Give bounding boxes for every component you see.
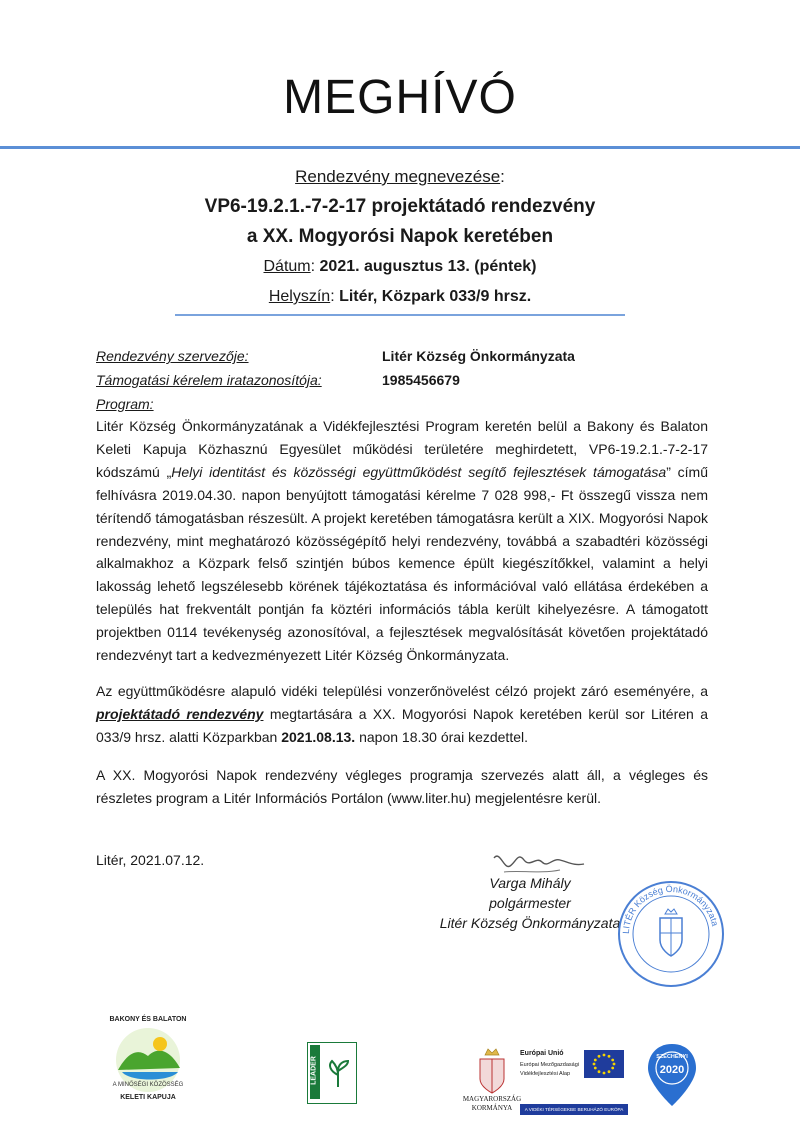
p1-text-a: Litér Község Önkormányzatának a Vidékfejlesztési Program keretén belül a Bakony és Balaton Keleti Kapuja Közhasznú Egyesület működési területére meghirdetett, VP6-19.2.1.-7-2-17 kódszámú „ (96, 418, 708, 480)
event-name-label-line: Rendezvény megnevezése: (295, 167, 505, 186)
eu-bar: A VIDÉKI TÉRSÉGEKBE BERUHÁZÓ EURÓPA (520, 1104, 628, 1115)
call-title-italic: Helyi identitást és közösségi együttműködést segítő fejlesztések támogatása (171, 463, 667, 480)
gov-line1: MAGYARORSZÁG (462, 1095, 522, 1103)
p1-text-b: ” című felhívásra 2019.04.30. napon benyújtott támogatási kérelme 7 028 998,- Ft összegű vissza nem térítendő támogatásban részesült. A projekt keretében támogatásra került a XIX. Mogyorósi Napok rendezvény, mint meghatározó közösségépítő helyi rendezvény, továbbá a szabadtéri közösségi alkalmakhoz a Közpark felső szintjén búbos kemence épült kiegészítőkkel, valamint a helyi lakosság lehető legszélesebb körének tájékoztatása és információval való ellátása érdekében a település hat frekventált pontján fa köztéri információs tábla került kihelyezésre. A támogatott projektben 0114 tevékenység azonosítóval, a fejlesztések megvalósítását követően projektátadó rendezvényt tart a kedvezményezett Litér Község Önkormányzata. (96, 463, 709, 664)
organizer-value: Litér Község Önkormányzata (382, 348, 575, 364)
p2-text-a: Az együttműködésre alapuló vidéki települési vonzerőnövelést célzó projekt záró eseményére, a (96, 683, 708, 699)
eu-line1: Európai Mezőgazdasági (520, 1062, 580, 1068)
date-line: Dátum: 2021. augusztus 13. (péntek) (263, 258, 537, 275)
place-line: Helyszín: Litér, Közpark 033/9 hrsz. (268, 288, 532, 305)
place-value: Litér, Közpark 033/9 hrsz. (339, 288, 532, 305)
title-divider (0, 146, 800, 149)
doc-id-label: Támogatási kérelem iratazonosítója: (96, 372, 322, 388)
bakony-balaton-logo (100, 1012, 196, 1108)
szechenyi-2020-logo (644, 1040, 700, 1112)
document-title: MEGHÍVÓ (283, 71, 517, 124)
p2-text-c: napon 18.30 órai kezdettel. (355, 728, 528, 745)
program-paragraph (96, 415, 708, 667)
szechenyi-year: 2020 (659, 1064, 685, 1076)
stamp-text: LITÉR Község Önkormányzata (620, 883, 721, 935)
event-title-line1: VP6-19.2.1.-7-2-17 projektátadó rendezvény (204, 196, 596, 217)
date-value: 2021. augusztus 13. (péntek) (319, 258, 537, 275)
organizer-label: Rendezvény szervezője: (96, 348, 249, 364)
doc-id-value: 1985456679 (382, 372, 460, 388)
signer-name: Varga Mihály (489, 875, 571, 891)
program-info-paragraph: A XX. Mogyorósi Napok rendezvény végleges programja szervezés alatt áll, a végleges és részletes program a Litér Információs Portálon (www.liter.hu) megjelentésre kerül. (96, 767, 708, 806)
eu-fund-logo (518, 1048, 628, 1120)
p2-text-b: megtartására a XX. Mogyorósi Napok keretében kerül sor Litéren a 033/9 hrsz. alatti Közparkban (96, 705, 708, 745)
program-label: Program: (96, 396, 154, 412)
handover-event-emphasis: projektátadó rendezvény (96, 705, 264, 722)
event-title-line2: a XX. Mogyorósi Napok keretében (246, 226, 554, 247)
eu-title: Európai Unió (520, 1050, 564, 1057)
header-divider (175, 314, 625, 316)
bakony-bottom-text: KELETI KAPUJA (120, 1094, 176, 1101)
date-label: Dátum (263, 258, 311, 275)
bakony-top-text: BAKONY ÉS BALATON (109, 1016, 187, 1023)
event-date-bold: 2021.08.13. (281, 728, 356, 745)
hungarian-government-logo (462, 1045, 522, 1123)
signer-org: Litér Község Önkormányzata (439, 915, 621, 931)
place-date: Litér, 2021.07.12. (96, 852, 205, 868)
eu-flag-icon (584, 1050, 624, 1078)
leader-text: LEADER (310, 1056, 318, 1085)
official-stamp (615, 878, 727, 990)
leader-logo (307, 1042, 357, 1104)
leader-sprout-icon (324, 1057, 352, 1089)
event-paragraph (96, 680, 708, 749)
bakony-mid-text: A MINŐSÉGI KÖZÖSSÉG (112, 1082, 184, 1088)
szechenyi-name: SZÉCHENYI (656, 1054, 688, 1060)
place-label: Helyszín (268, 288, 331, 305)
coat-of-arms-icon (470, 1045, 514, 1095)
gov-line2: KORMÁNYA (471, 1104, 513, 1112)
event-name-label: Rendezvény megnevezése (295, 167, 501, 186)
signer-role: polgármester (489, 895, 571, 911)
eu-line2: Vidékfejlesztési Alap (520, 1071, 571, 1077)
